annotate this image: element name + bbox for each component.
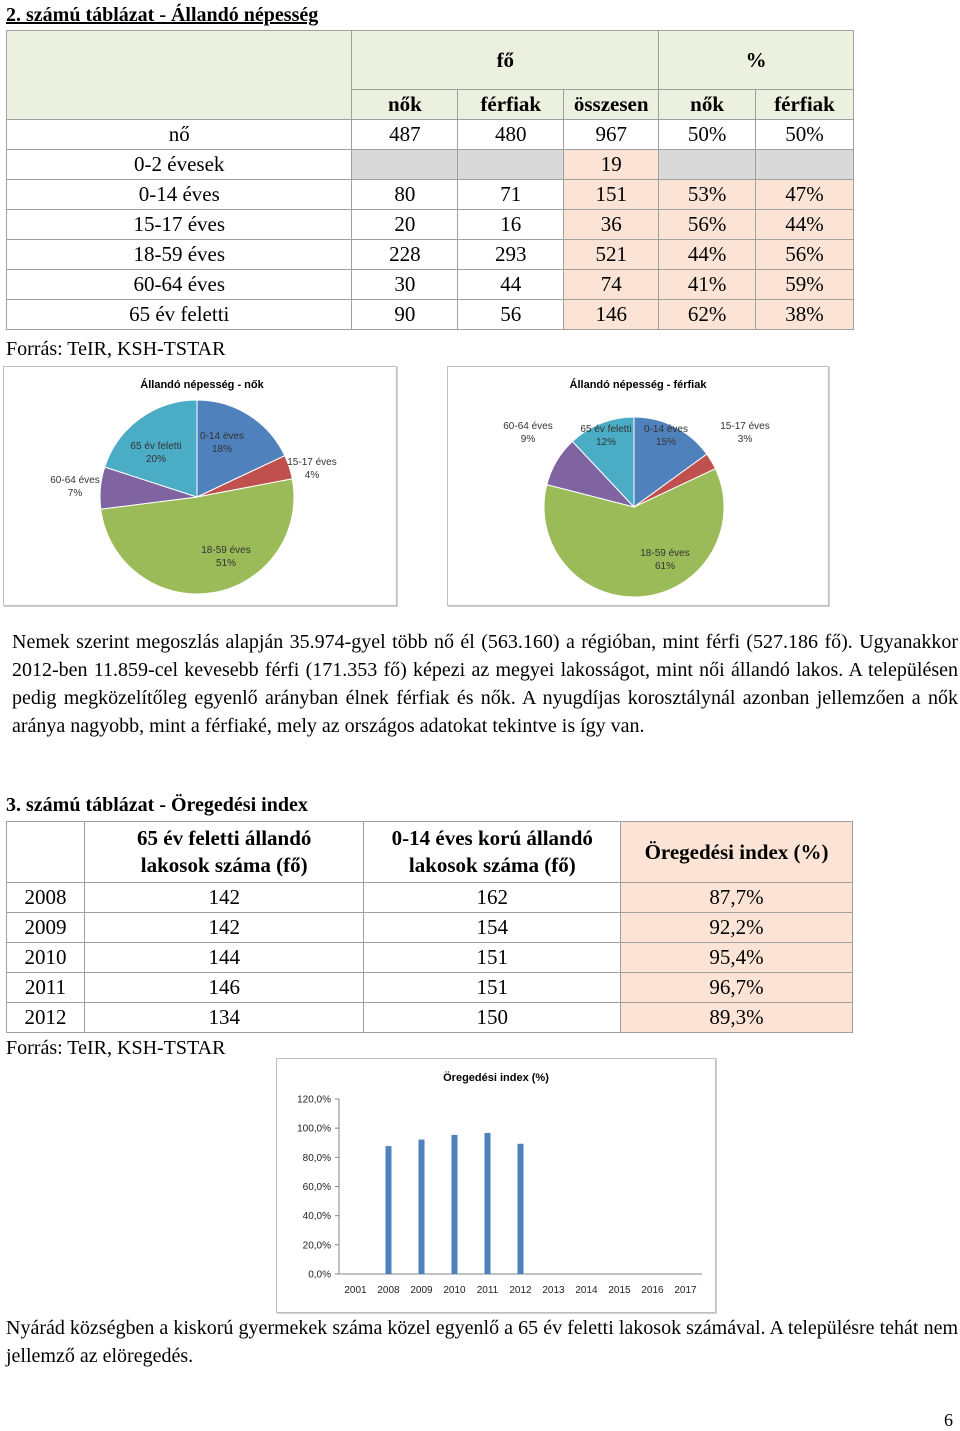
x-tick-label: 2014 <box>575 1285 598 1296</box>
x-tick-label: 2017 <box>674 1285 697 1296</box>
table-row <box>7 943 853 973</box>
table-cell: 44% <box>659 240 756 270</box>
aging-index-table <box>6 821 853 1033</box>
row-label: 18-59 éves <box>7 240 352 270</box>
pie-slice-percent: 15% <box>655 437 677 448</box>
pie-chart-women-svg <box>4 367 396 605</box>
table-cell: 228 <box>352 240 458 270</box>
y-tick-label: 80,0% <box>302 1152 331 1164</box>
table-cell: 50% <box>659 120 756 150</box>
col-header: 65 év feletti állandó lakosok száma (fő) <box>84 822 364 883</box>
page-number: 6 <box>944 1410 953 1430</box>
table-cell: 142 <box>84 883 364 913</box>
y-tick-label: 0,0% <box>308 1269 331 1281</box>
table-cell: 150 <box>364 1003 621 1033</box>
pie-chart-men-svg <box>448 367 828 605</box>
table-cell <box>352 150 458 180</box>
bar <box>452 1135 458 1274</box>
table-cell: 96,7% <box>621 973 853 1003</box>
pie-chart-women <box>3 366 397 606</box>
table-row <box>7 180 854 210</box>
table-cell: 293 <box>458 240 564 270</box>
table-row <box>7 300 854 330</box>
table-cell: 16 <box>458 210 564 240</box>
x-tick-label: 2016 <box>641 1285 664 1296</box>
table3-source: Forrás: TeIR, KSH-TSTAR <box>6 1037 226 1059</box>
table-cell: 80 <box>352 180 458 210</box>
col-header: férfiak <box>458 90 564 120</box>
chart-title: Állandó népesség - férfiak <box>569 379 707 391</box>
table-group-header-row <box>7 31 854 90</box>
table-row <box>7 120 854 150</box>
col-header <box>7 822 85 883</box>
pie-slice-label: 60-64 éves <box>50 475 100 486</box>
table-row <box>7 150 854 180</box>
table-cell: 151 <box>564 180 659 210</box>
table-cell: 154 <box>364 913 621 943</box>
bar <box>485 1133 491 1274</box>
table-cell: 19 <box>564 150 659 180</box>
table-cell: 20 <box>352 210 458 240</box>
row-label: 0-14 éves <box>7 180 352 210</box>
col-header: összesen <box>564 90 659 120</box>
table-row <box>7 1003 853 1033</box>
table-cell: 92,2% <box>621 913 853 943</box>
pie-slice-percent: 20% <box>145 454 167 465</box>
pie-slice-percent: 12% <box>595 437 617 448</box>
table-cell: 2009 <box>7 913 85 943</box>
table-cell <box>458 150 564 180</box>
table-cell: 142 <box>84 913 364 943</box>
pie-slice-label: 15-17 éves <box>720 421 770 432</box>
table-row <box>7 240 854 270</box>
aging-index-bar-chart-svg <box>277 1059 715 1312</box>
paragraph-gender-distribution: Nemek szerint megoszlás alapján 35.974-gyel több nő él (563.160) a régióban, mint férfi (527.186 fő). Ugyanakkor 2012-ben 11.859-cel kevesebb férfi (171.353 fő) képezi az megyei lakosságot, mint női állandó lakos. A településen pedig megközelítőleg egyenlő arányban élnek férfiak és nők. A nyugdíjas korosztálynál azonban jellemzően a nők aránya nagyobb, mint a férfiaké, mely az országos adatokat tekintve is így van. <box>12 631 958 737</box>
table-cell: 144 <box>84 943 364 973</box>
x-tick-label: 2011 <box>476 1285 499 1296</box>
table-cell: 89,3% <box>621 1003 853 1033</box>
table-cell: 74 <box>564 270 659 300</box>
table-cell: 71 <box>458 180 564 210</box>
table-cell: 87,7% <box>621 883 853 913</box>
table-cell: 90 <box>352 300 458 330</box>
paragraph-conclusion: Nyárád községben a kiskorú gyermekek száma közel egyenlő a 65 év feletti lakosok számával. A településre tehát nem jellemző az elöregedés. <box>6 1317 958 1367</box>
table-cell: 53% <box>659 180 756 210</box>
col-header: nők <box>352 90 458 120</box>
x-tick-label: 2008 <box>377 1285 400 1296</box>
table-cell: 56% <box>756 240 854 270</box>
table-cell: 41% <box>659 270 756 300</box>
y-tick-label: 120,0% <box>297 1094 331 1106</box>
pie-slice-label: 60-64 éves <box>503 421 553 432</box>
table-cell: 44% <box>756 210 854 240</box>
pie-chart-men <box>447 366 829 606</box>
bar <box>518 1144 524 1274</box>
y-tick-label: 20,0% <box>302 1240 331 1252</box>
table-header-row <box>7 822 853 883</box>
pie-slice-percent: 61% <box>654 561 676 572</box>
row-label: 0-2 évesek <box>7 150 352 180</box>
y-tick-label: 40,0% <box>302 1211 331 1223</box>
pie-slice-percent: 7% <box>67 488 83 499</box>
table-cell: 62% <box>659 300 756 330</box>
table-cell: 56% <box>659 210 756 240</box>
table-cell: 480 <box>458 120 564 150</box>
x-tick-label: 2010 <box>443 1285 466 1296</box>
table-cell: 56 <box>458 300 564 330</box>
table-cell: 47% <box>756 180 854 210</box>
x-tick-label: 2015 <box>608 1285 631 1296</box>
col-header: Öregedési index (%) <box>621 822 853 883</box>
row-label: 65 év feletti <box>7 300 352 330</box>
table-cell: 151 <box>364 973 621 1003</box>
x-tick-label: 2013 <box>542 1285 565 1296</box>
table3-title: 3. számú táblázat - Öregedési index <box>6 794 308 816</box>
pie-slice-percent: 51% <box>215 558 237 569</box>
table-cell: 146 <box>84 973 364 1003</box>
table-cell: 151 <box>364 943 621 973</box>
col-header: férfiak <box>756 90 854 120</box>
table-cell: 95,4% <box>621 943 853 973</box>
group-header-fo: fő <box>352 31 659 90</box>
y-tick-label: 60,0% <box>302 1182 331 1193</box>
pie-slice-label: 65 év feletti <box>130 441 182 452</box>
table-cell: 521 <box>564 240 659 270</box>
table-cell: 59% <box>756 270 854 300</box>
table-row <box>7 913 853 943</box>
pie-slice-label: 18-59 éves <box>640 548 690 559</box>
row-label: 60-64 éves <box>7 270 352 300</box>
x-tick-label: 2009 <box>410 1285 433 1296</box>
table-row <box>7 270 854 300</box>
pie-slice-percent: 3% <box>737 434 753 445</box>
pie-slice-percent: 18% <box>211 444 233 455</box>
table-cell: 2011 <box>7 973 85 1003</box>
table-cell <box>756 150 854 180</box>
table-cell: 2008 <box>7 883 85 913</box>
table-cell: 38% <box>756 300 854 330</box>
table-cell: 487 <box>352 120 458 150</box>
table-cell: 134 <box>84 1003 364 1033</box>
table-cell: 162 <box>364 883 621 913</box>
pie-slice-label: 0-14 éves <box>644 424 688 435</box>
row-label: 15-17 éves <box>7 210 352 240</box>
pie-slice-label: 65 év feletti <box>580 424 632 435</box>
table-cell <box>659 150 756 180</box>
bar <box>419 1140 425 1274</box>
table-cell: 2010 <box>7 943 85 973</box>
group-header-percent: % <box>659 31 854 90</box>
table-cell: 146 <box>564 300 659 330</box>
pie-slice-label: 15-17 éves <box>287 457 337 468</box>
table-corner-cell <box>7 31 352 120</box>
table-cell: 2012 <box>7 1003 85 1033</box>
col-header: nők <box>659 90 756 120</box>
table-cell: 30 <box>352 270 458 300</box>
row-label: nő <box>7 120 352 150</box>
table-cell: 967 <box>564 120 659 150</box>
y-tick-label: 100,0% <box>297 1123 331 1135</box>
aging-index-bar-chart <box>276 1058 716 1313</box>
pie-slice-percent: 4% <box>304 470 320 481</box>
population-table <box>6 30 854 330</box>
chart-title: Öregedési index (%) <box>443 1072 549 1084</box>
col-header: 0-14 éves korú állandó lakosok száma (fő) <box>364 822 621 883</box>
pie-slice-label: 0-14 éves <box>200 431 244 442</box>
table-cell: 36 <box>564 210 659 240</box>
x-tick-label: 2001 <box>344 1285 367 1296</box>
table-cell: 50% <box>756 120 854 150</box>
bar <box>386 1146 392 1274</box>
table2-source: Forrás: TeIR, KSH-TSTAR <box>6 338 226 360</box>
table-row <box>7 210 854 240</box>
table-row <box>7 973 853 1003</box>
pie-slice-label: 18-59 éves <box>201 545 251 556</box>
pie-slice-percent: 9% <box>520 434 536 445</box>
table-cell: 44 <box>458 270 564 300</box>
table-row <box>7 883 853 913</box>
table2-title: 2. számú táblázat - Állandó népesség <box>6 4 319 26</box>
chart-title: Állandó népesség - nők <box>140 379 264 391</box>
x-tick-label: 2012 <box>509 1285 532 1296</box>
